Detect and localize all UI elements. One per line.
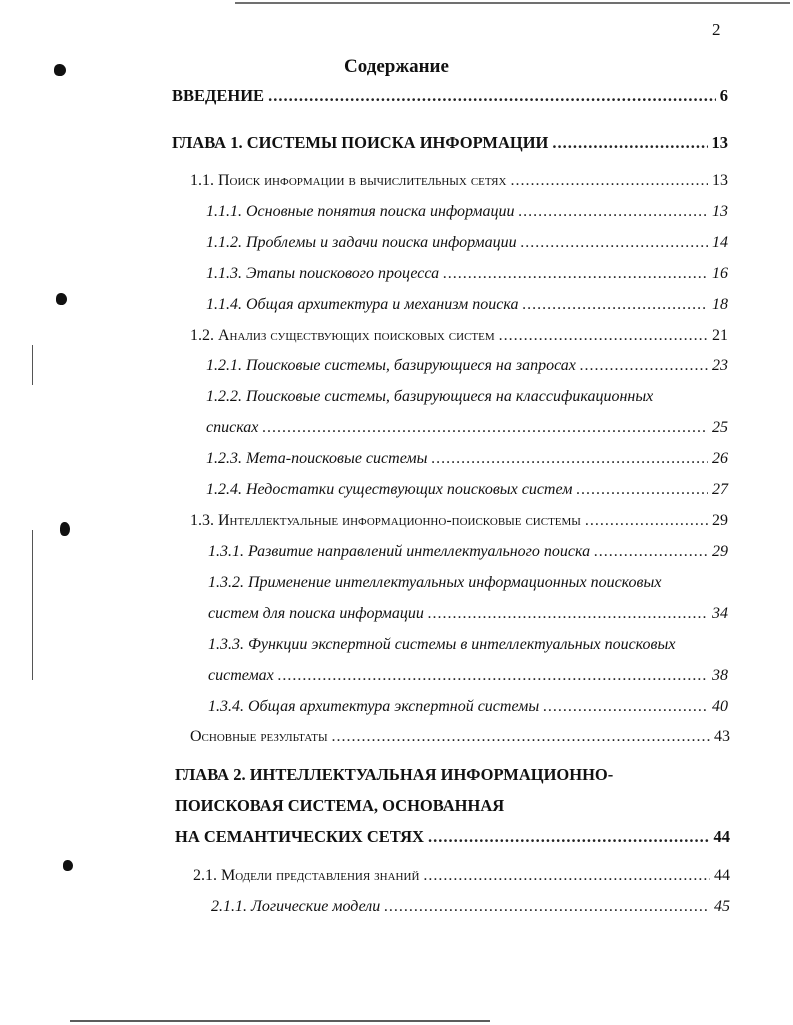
toc-page: 29: [712, 543, 728, 560]
toc-page: 23: [712, 357, 728, 374]
toc-label: 1.2.4. Недостатки существующих поисковых систем: [206, 481, 573, 498]
toc-entry-chapter-2[interactable]: [175, 827, 730, 847]
toc-page: 13: [712, 172, 728, 189]
toc-entry-1-3-4[interactable]: [208, 697, 728, 717]
toc-page: 40: [712, 698, 728, 715]
toc-label: 1.2.1. Поисковые системы, базирующиеся на запросах: [206, 357, 576, 374]
toc-label: списках: [206, 419, 259, 436]
toc-entry-1-3-3-line1[interactable]: 1.3.3. Функции экспертной системы в интеллектуальных поисковых: [208, 636, 676, 653]
leader-dots: [552, 133, 707, 153]
toc-label: 1.2.3. Мета-поисковые системы: [206, 450, 428, 467]
scan-blot-2: [56, 293, 67, 305]
toc-page: 6: [719, 86, 728, 105]
toc-entry-1-3-3[interactable]: [208, 666, 728, 686]
leader-dots: [543, 697, 708, 717]
toc-page: 25: [712, 419, 728, 436]
toc-entry-1-2-1[interactable]: [206, 356, 728, 376]
leader-dots: [521, 233, 708, 253]
toc-label: Основные результаты: [190, 728, 328, 745]
leader-dots: [431, 449, 708, 469]
toc-page: 45: [714, 898, 730, 915]
toc-entry-chapter-1[interactable]: [172, 133, 728, 153]
toc-label: ГЛАВА 1. СИСТЕМЫ ПОИСКА ИНФОРМАЦИИ: [172, 133, 549, 152]
toc-label: ВВЕДЕНИЕ: [172, 86, 265, 105]
toc-label: 1.1. Поиск информации в вычислительных сетях: [190, 172, 507, 189]
toc-page: 29: [712, 512, 728, 529]
toc-entry-1-3-2[interactable]: [208, 604, 728, 624]
toc-label: 1.1.1. Основные понятия поиска информации: [206, 203, 515, 220]
leader-dots: [576, 480, 708, 500]
toc-entry-1-3-2-line1[interactable]: 1.3.2. Применение интеллектуальных информационных поисковых: [208, 574, 662, 591]
toc-entry-chapter-2-line2[interactable]: ПОИСКОВАЯ СИСТЕМА, ОСНОВАННАЯ: [175, 796, 505, 815]
scan-bottom-line: [70, 1020, 490, 1022]
toc-page: 43: [714, 728, 730, 745]
leader-dots: [384, 897, 710, 917]
toc-entry-1-1-4[interactable]: [206, 295, 728, 315]
leader-dots: [332, 727, 710, 747]
page-number: 2: [712, 20, 721, 39]
toc-label: 1.3.4. Общая архитектура экспертной системы: [208, 698, 540, 715]
toc-page: 21: [712, 327, 728, 344]
toc-entry-1-2[interactable]: [190, 326, 728, 346]
toc-entry-intro[interactable]: [172, 86, 728, 106]
toc-page: 38: [712, 667, 728, 684]
toc-entry-1-1[interactable]: [190, 171, 728, 191]
toc-label: 2.1.1. Логические модели: [211, 898, 381, 915]
toc-page: 13: [712, 203, 728, 220]
scan-margin-line-2: [32, 530, 33, 680]
toc-page: 16: [712, 265, 728, 282]
toc-entry-1-2-3[interactable]: [206, 449, 728, 469]
toc-label: 2.1. Модели представления знаний: [193, 867, 420, 884]
leader-dots: [428, 604, 708, 624]
leader-dots: [443, 264, 708, 284]
scan-blot-3: [60, 522, 70, 536]
leader-dots: [585, 511, 708, 531]
toc-page: 13: [711, 133, 728, 152]
toc-entry-2-1-1[interactable]: [211, 897, 730, 917]
leader-dots: [278, 666, 708, 686]
toc-page: 44: [714, 867, 730, 884]
toc-label: 1.1.2. Проблемы и задачи поиска информации: [206, 234, 517, 251]
leader-dots: [518, 202, 708, 222]
toc-entry-1-3-1[interactable]: [208, 542, 728, 562]
toc-label: НА СЕМАНТИЧЕСКИХ СЕТЯХ: [175, 827, 424, 846]
toc-entry-results-1[interactable]: [190, 727, 730, 747]
toc-label: системах: [208, 667, 274, 684]
toc-page: 34: [712, 605, 728, 622]
leader-dots: [428, 827, 710, 847]
toc-label: 1.1.3. Этапы поискового процесса: [206, 265, 440, 282]
toc-page: 18: [712, 296, 728, 313]
toc-label: 1.1.4. Общая архитектура и механизм поиска: [206, 296, 519, 313]
toc-title: Содержание: [344, 56, 449, 77]
toc-label: систем для поиска информации: [208, 605, 424, 622]
toc-entry-1-2-4[interactable]: [206, 480, 728, 500]
leader-dots: [423, 866, 710, 886]
leader-dots: [262, 418, 708, 438]
toc-entry-2-1[interactable]: [193, 866, 730, 886]
leader-dots: [510, 171, 708, 191]
toc-entry-1-3[interactable]: [190, 511, 728, 531]
toc-entry-1-1-3[interactable]: [206, 264, 728, 284]
toc-entry-1-2-2-line1[interactable]: 1.2.2. Поисковые системы, базирующиеся на классификационных: [206, 388, 654, 405]
leader-dots: [522, 295, 708, 315]
scan-margin-line-1: [32, 345, 33, 385]
leader-dots: [580, 356, 708, 376]
scan-blot-4: [63, 860, 73, 871]
scan-top-line: [235, 2, 790, 4]
toc-label: 1.3.1. Развитие направлений интеллектуального поиска: [208, 543, 591, 560]
toc-page: 44: [713, 827, 730, 846]
toc-page: 27: [712, 481, 728, 498]
toc-page: 26: [712, 450, 728, 467]
leader-dots: [499, 326, 708, 346]
leader-dots: [594, 542, 708, 562]
toc-page: 14: [712, 234, 728, 251]
leader-dots: [268, 86, 716, 106]
toc-label: 1.2. Анализ существующих поисковых систем: [190, 327, 495, 344]
toc-entry-1-1-2[interactable]: [206, 233, 728, 253]
toc-label: 1.3. Интеллектуальные информационно-поисковые системы: [190, 512, 581, 529]
toc-entry-chapter-2-line1[interactable]: ГЛАВА 2. ИНТЕЛЛЕКТУАЛЬНАЯ ИНФОРМАЦИОННО-: [175, 765, 614, 784]
toc-entry-1-2-2[interactable]: [206, 418, 728, 438]
toc-entry-1-1-1[interactable]: [206, 202, 728, 222]
